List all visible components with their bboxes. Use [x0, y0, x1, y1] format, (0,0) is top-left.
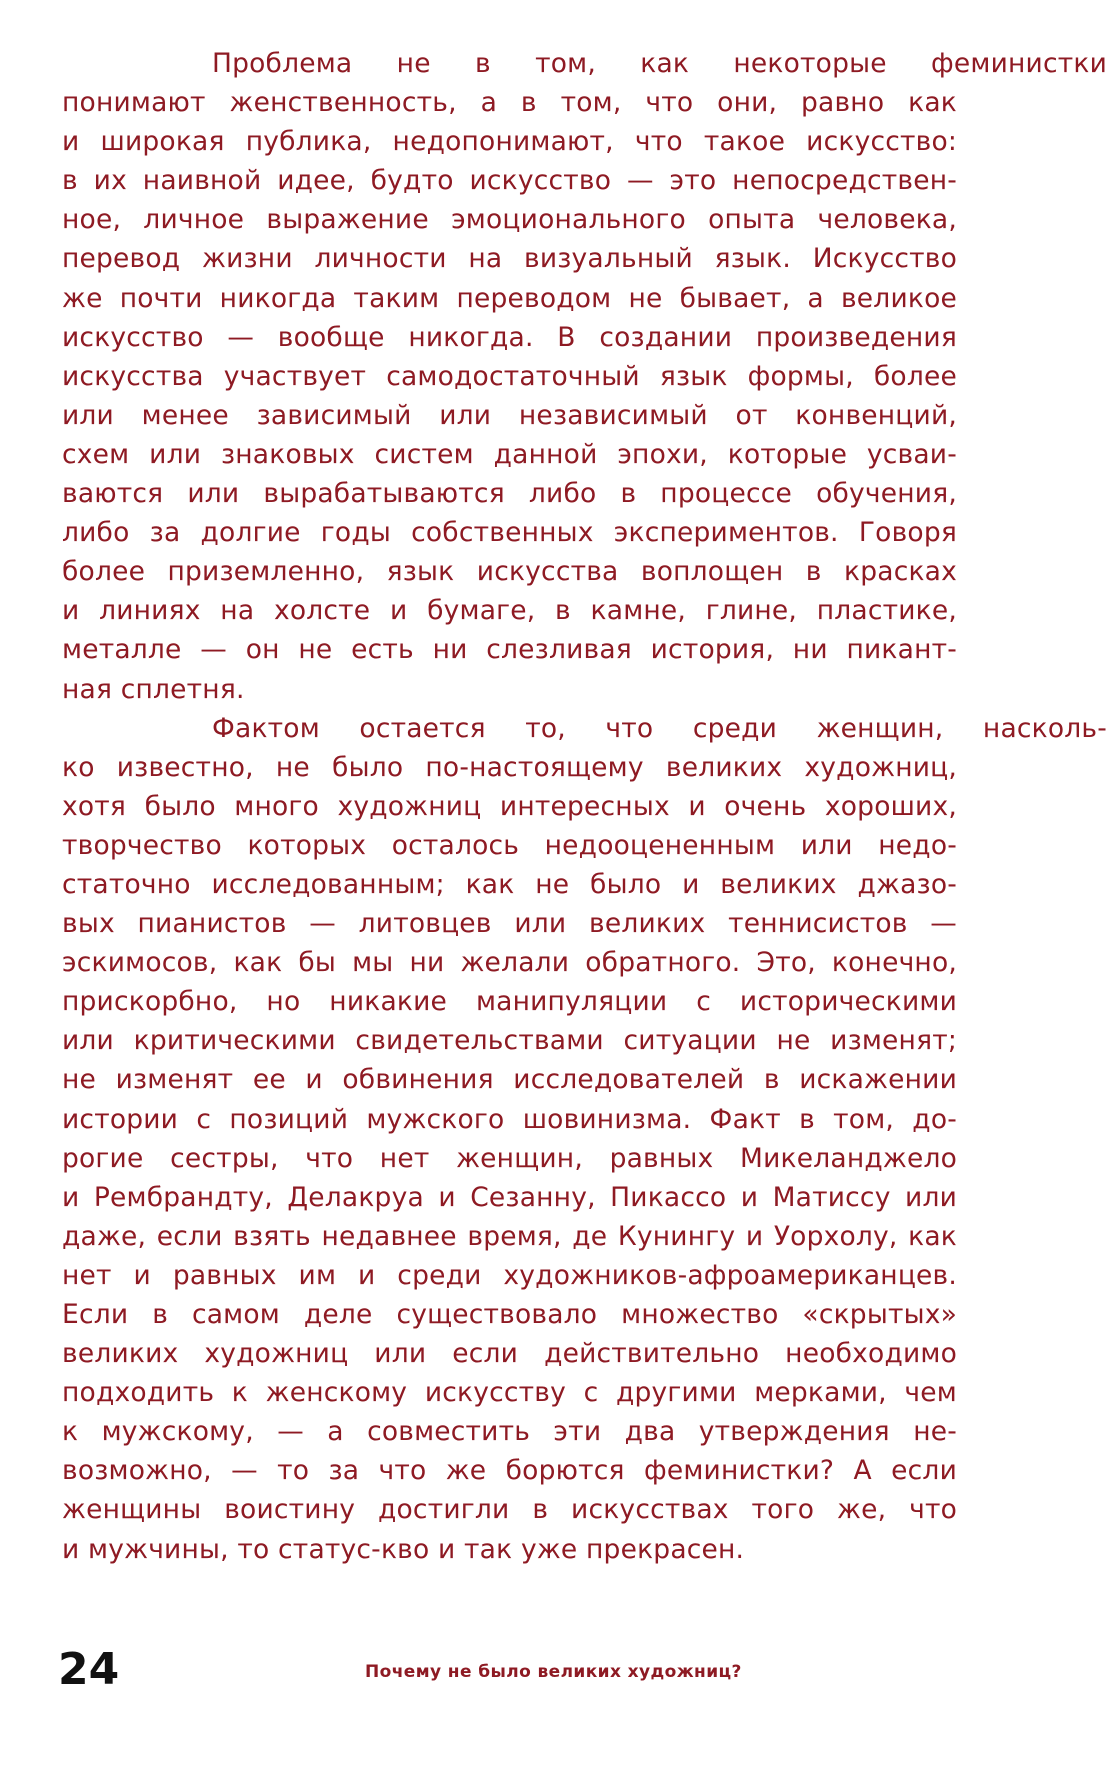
text-line: же почти никогда таким переводом не бывает, а великое — [62, 282, 957, 314]
text-line: металле — он не есть ни слезливая история, ни пикант- — [62, 634, 957, 666]
text-line: возможно, — то за что же борются феминистки? А если — [62, 1455, 957, 1487]
text-line: эскимосов, как бы мы ни желали обратного. Это, конечно, — [62, 947, 957, 979]
text-line: ко известно, не было по-настоящему великих художниц, — [62, 751, 957, 783]
text-line: женщины воистину достигли в искусствах того же, что — [62, 1494, 957, 1526]
text-line: не изменят ее и обвинения исследователей в искажении — [62, 1064, 957, 1096]
text-line: понимают женственность, а в том, что они, равно как — [62, 87, 957, 119]
text-line: или менее зависимый или независимый от конвенций, — [62, 399, 957, 431]
text-line: прискорбно, но никакие манипуляции с историческими — [62, 986, 957, 1018]
text-line: либо за долгие годы собственных экспериментов. Говоря — [62, 517, 957, 549]
running-title: Почему не было великих художниц? — [365, 1662, 742, 1682]
text-line: в их наивной идее, будто искусство — это непосредствен- — [62, 165, 957, 197]
text-line: ваются или вырабатываются либо в процессе обучения, — [62, 478, 957, 510]
text-line: истории с позиций мужского шовинизма. Факт в том, до- — [62, 1103, 957, 1135]
text-line: статочно исследованным; как не было и великих джазо- — [62, 868, 957, 900]
text-line: вых пианистов — литовцев или великих теннисистов — — [62, 908, 957, 940]
page-number: 24 — [58, 1644, 120, 1695]
text-line: творчество которых осталось недооцененным или недо- — [62, 829, 957, 861]
text-line: ная сплетня. — [62, 673, 245, 705]
text-line: или критическими свидетельствами ситуации не изменят; — [62, 1025, 957, 1057]
text-line: схем или знаковых систем данной эпохи, которые усваи- — [62, 438, 957, 470]
text-line: более приземленно, язык искусства воплощен в красках — [62, 556, 957, 588]
text-line: даже, если взять недавнее время, де Кунингу и Уорхолу, как — [62, 1220, 957, 1252]
text-line: перевод жизни личности на визуальный язык. Искусство — [62, 243, 957, 275]
body-text — [62, 44, 1107, 1569]
text-line: Фактом остается то, что среди женщин, насколь- — [212, 712, 1107, 744]
text-line: хотя было много художниц интересных и очень хороших, — [62, 790, 957, 822]
text-line: подходить к женскому искусству с другими мерками, чем — [62, 1377, 957, 1409]
text-line: великих художниц или если действительно необходимо — [62, 1338, 957, 1370]
text-line: и Рембрандту, Делакруа и Сезанну, Пикассо и Матиссу или — [62, 1181, 957, 1213]
paragraph — [62, 44, 1107, 709]
text-line: к мужскому, — а совместить эти два утверждения не- — [62, 1416, 957, 1448]
text-line: искусство — вообще никогда. В создании произведения — [62, 321, 957, 353]
text-line: и линиях на холсте и бумаге, в камне, глине, пластике, — [62, 595, 957, 627]
text-line: рогие сестры, что нет женщин, равных Микеланджело — [62, 1142, 957, 1174]
text-line: нет и равных им и среди художников-афроамериканцев. — [62, 1259, 957, 1291]
text-line: и мужчины, то статус-кво и так уже прекрасен. — [62, 1533, 745, 1565]
text-line: Проблема не в том, как некоторые феминистки — [212, 48, 1107, 79]
text-line: Если в самом деле существовало множество «скрытых» — [62, 1299, 957, 1330]
text-line: искусства участвует самодостаточный язык формы, более — [62, 360, 957, 392]
text-line: и широкая публика, недопонимают, что такое искусство: — [62, 126, 957, 158]
paragraph — [62, 709, 1107, 1569]
text-line: ное, личное выражение эмоционального опыта человека, — [62, 204, 957, 236]
